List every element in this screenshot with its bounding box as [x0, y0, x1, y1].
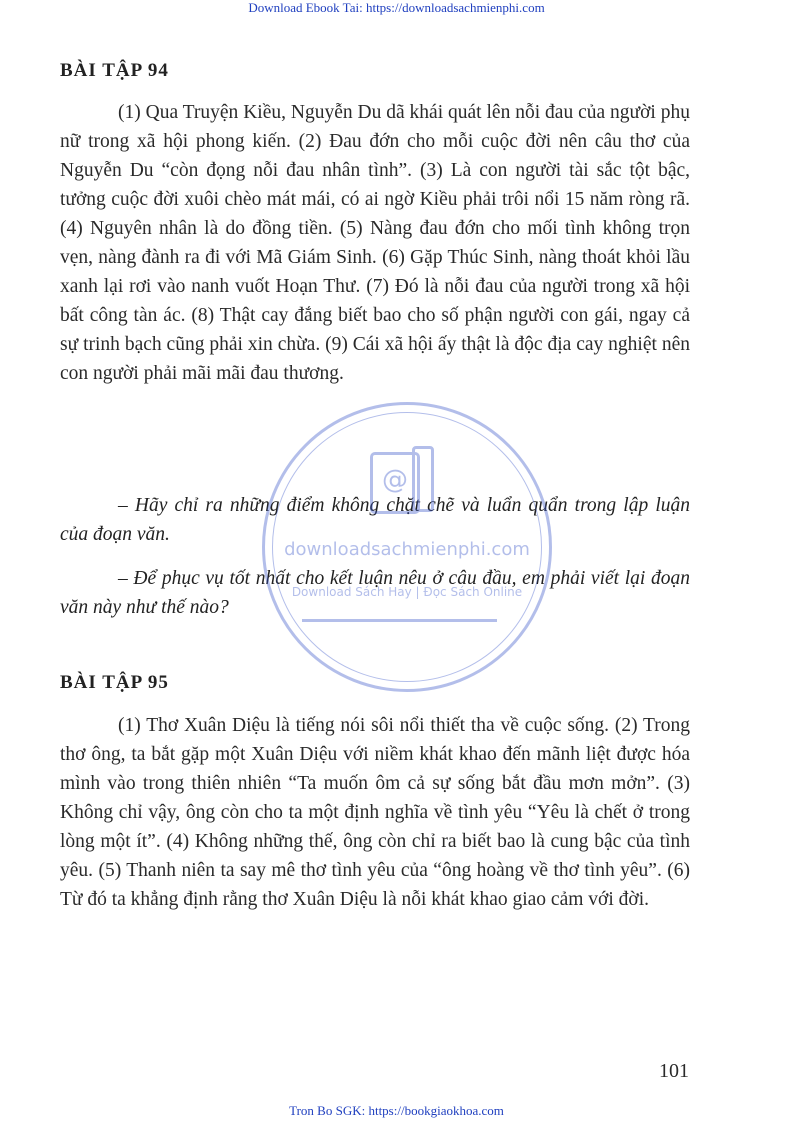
exercise-95-paragraph: (1) Thơ Xuân Diệu là tiếng nói sôi nổi thiết tha về cuộc sống. (2) Trong thơ ông, ta bắt gặp một Xuân Diệu với niềm khát khao đến mãnh liệt được hóa mình vào trong thiên nhiên “Ta muốn ôm cả sự sống bắt đầu mơn mởn”. (3) Không chỉ vậy, ông còn cho ta một định nghĩa về tình yêu “Yêu là chết ở trong lòng một ít”. (4) Không những thế, ông còn chỉ ra biết bao là cung bậc của tình yêu. (5) Thanh niên ta say mê thơ tình yêu của “ông hoàng về thơ tình yêu”. (6) Từ đó ta khẳng định rằng thơ Xuân Diệu là nỗi khát khao giao cảm với đời.: [60, 715, 690, 910]
page-number: 101: [659, 1060, 689, 1082]
watermark-tagline: Download Sách Hay | Đọc Sách Online: [291, 585, 523, 599]
bottom-sgk-banner[interactable]: Tron Bo SGK: https://bookgiaokhoa.com: [289, 1103, 504, 1118]
exercise-94-question-2: – Để phục vụ tốt nhất cho kết luận nêu ở câu đầu, em phải viết lại đoạn văn này như thế nào?: [60, 568, 690, 618]
watermark-site-name: downloadsachmienphi.com: [284, 539, 530, 560]
at-sign-icon: @: [382, 465, 408, 495]
exercise-95-title: BÀI TẬP 95: [60, 672, 169, 693]
exercise-94-paragraph: (1) Qua Truyện Kiều, Nguyễn Du dã khái quát lên nỗi đau của người phụ nữ trong xã hội phong kiến. (2) Đau đớn cho mỗi cuộc đời nên câu thơ của Nguyễn Du “còn đọng nỗi đau nhân tình”. (3) Là con người tài sắc tột bậc, tưởng cuộc đời xuôi chèo mát mái, có ai ngờ Kiều phải trôi nổi 15 năm ròng rã. (4) Nguyên nhân là do đồng tiền. (5) Nàng đau đớn cho mối tình không trọn vẹn, nàng đành ra đi với Mã Giám Sinh. (6) Gặp Thúc Sinh, nàng thoát khỏi lầu xanh lại rơi vào nanh vuốt Hoạn Thư. (7) Đó là nỗi đau của người trong xã hội bất công tàn ác. (8) Thật cay đắng biết bao cho số phận người con gái, ngay cả sự trinh bạch cũng phải xin chừa. (9) Cái xã hội ấy thật là độc địa cay nghiệt nên con người phải mãi mãi đau thương.: [60, 102, 690, 384]
exercise-94-title: BÀI TẬP 94: [60, 60, 169, 81]
exercise-94-question-1: – Hãy chỉ ra những điểm không chặt chẽ và luẩn quẩn trong lập luận của đoạn văn.: [60, 495, 690, 545]
top-download-banner[interactable]: Download Ebook Tai: https://downloadsachmienphi.com: [248, 0, 545, 15]
